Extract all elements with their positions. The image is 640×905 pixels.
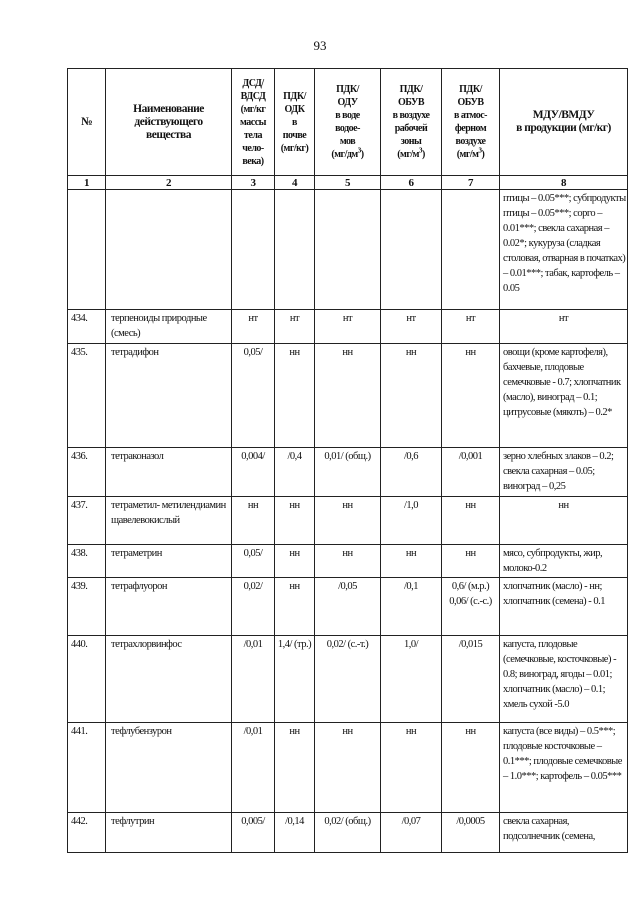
pdk-water-value: 0,02/ (общ.) [315,813,381,853]
header-obuv-work-close: ) [421,149,425,160]
column-number: 3 [232,176,275,190]
dsd-value [232,190,275,310]
pdk-water-value: нт [315,310,381,344]
column-number: 5 [315,176,381,190]
column-number: 2 [106,176,232,190]
header-mdu: МДУ/ВМДУ в продукции (мг/кг) [500,69,628,176]
pdk-water-value: нн [315,344,381,448]
table-row [68,813,628,853]
pdk-soil-value: нн [275,344,315,448]
row-number: 441. [68,723,106,813]
mdu-value: хлопчатник (масло) - нн; хлопчатник (семена) - 0.1 [500,578,628,636]
obuv-work-value: /0,07 [381,813,442,853]
obuv-work-value: нн [381,545,442,578]
row-number [68,190,106,310]
obuv-atm-value: нн [442,497,500,545]
column-number: 4 [275,176,315,190]
header-obuv-atm-close: ) [481,149,485,160]
obuv-atm-value: /0,001 [442,448,500,497]
pdk-water-value [315,190,381,310]
dsd-value: 0,004/ [232,448,275,497]
header-no: № [68,69,106,176]
pdk-water-value: 0,01/ (общ.) [315,448,381,497]
column-number: 7 [442,176,500,190]
obuv-work-value: нн [381,723,442,813]
header-pdk-water-sup: 3 [357,146,361,155]
obuv-atm-value: нн [442,545,500,578]
pdk-water-value: 0,02/ (с.-т.) [315,636,381,723]
obuv-atm-value: нн [442,344,500,448]
header-dsd: ДСД/ ВДСД (мг/кг массы тела чело- века) [232,69,275,176]
obuv-work-value: /1,0 [381,497,442,545]
dsd-value: /0,01 [232,636,275,723]
mdu-value: мясо, субпродукты, жир, молоко-0.2 [500,545,628,578]
obuv-atm-value [442,190,500,310]
table-row [68,578,628,636]
mdu-value: свекла сахарная, подсолнечник (семена, [500,813,628,853]
obuv-work-value: нт [381,310,442,344]
substance-name: тетраметрин [106,545,232,578]
obuv-atm-value: нн [442,723,500,813]
header-obuv-atm-text: ПДК/ ОБУВ в атмос- ферном воздухе (мг/м [453,84,487,160]
dsd-value: /0,01 [232,723,275,813]
substance-name: тефлубензурон [106,723,232,813]
obuv-work-value: нн [381,344,442,448]
dsd-value: нн [232,497,275,545]
column-number: 1 [68,176,106,190]
dsd-value: 0,05/ [232,344,275,448]
header-pdk-water-text: ПДК/ ОДУ в воде водое- мов (мг/дм [331,84,360,160]
substance-table [67,68,628,853]
header-pdk-water [315,69,381,176]
pdk-soil-value: 1,4/ (тр.) [275,636,315,723]
obuv-atm-value: /0,015 [442,636,500,723]
table-row [68,723,628,813]
mdu-value: нн [500,497,628,545]
dsd-value: 0,005/ [232,813,275,853]
substance-name: тетрадифон [106,344,232,448]
obuv-atm-value: нт [442,310,500,344]
pdk-soil-value: нн [275,545,315,578]
page-number: 93 [313,38,327,53]
substance-name [106,190,232,310]
substance-name: тетрафлуорон [106,578,232,636]
substance-name: тефлутрин [106,813,232,853]
substance-name: тетраконазол [106,448,232,497]
row-number: 436. [68,448,106,497]
obuv-atm-value: /0,0005 [442,813,500,853]
column-number: 8 [500,176,628,190]
pdk-soil-value: нт [275,310,315,344]
dsd-value: 0,05/ [232,545,275,578]
obuv-work-value [381,190,442,310]
pdk-water-value: нн [315,723,381,813]
column-numbers-row [68,176,628,190]
substance-name: терпеноиды природные (смесь) [106,310,232,344]
pdk-soil-value: нн [275,497,315,545]
table-row [68,448,628,497]
table-row [68,344,628,448]
substance-name: тетрахлорвинфос [106,636,232,723]
table-row [68,310,628,344]
obuv-work-value: /0,6 [381,448,442,497]
pdk-soil-value: /0,4 [275,448,315,497]
table-row [68,190,628,310]
row-number: 439. [68,578,106,636]
header-obuv-work-text: ПДК/ ОБУВ в воздухе рабочей зоны (мг/м [392,84,430,160]
pdk-water-value: нн [315,545,381,578]
mdu-value: птицы – 0.05***; субпродукты птицы – 0.05***; сорго – 0.01***; свекла сахарная – 0.02*; кукуруза (сладкая столовая, отварная в початках) – 0.01***; табак, картофель – 0.05 [500,190,628,310]
row-number: 434. [68,310,106,344]
header-row [68,69,628,176]
pdk-water-value: нн [315,497,381,545]
obuv-work-value: /0,1 [381,578,442,636]
header-obuv-work-sup: 3 [418,146,422,155]
mdu-value: нт [500,310,628,344]
header-pdk-soil: ПДК/ ОДК в почве (мг/кг) [275,69,315,176]
row-number: 437. [68,497,106,545]
row-number: 435. [68,344,106,448]
header-obuv-atm [442,69,500,176]
table-row [68,497,628,545]
mdu-value: зерно хлебных злаков – 0.2; свекла сахарная – 0.05; виноград – 0,25 [500,448,628,497]
table-row [68,636,628,723]
pdk-soil-value: нн [275,578,315,636]
pdk-water-value: /0,05 [315,578,381,636]
dsd-value: 0,02/ [232,578,275,636]
header-obuv-work [381,69,442,176]
header-name: Наименование действующего вещества [106,69,232,176]
pdk-soil-value: нн [275,723,315,813]
pdk-soil-value: /0,14 [275,813,315,853]
column-number: 6 [381,176,442,190]
row-number: 438. [68,545,106,578]
header-pdk-water-close: ) [360,149,364,160]
table-row [68,545,628,578]
row-number: 440. [68,636,106,723]
mdu-value: капуста (все виды) – 0.5***; плодовые косточковые – 0.1***; плодовые семечковые – 1.0***; картофель – 0.05*** [500,723,628,813]
row-number: 442. [68,813,106,853]
mdu-value: капуста, плодовые (семечковые, косточковые) - 0.8; виноград, ягоды – 0.01; хлопчатник (масло) – 0.1; хмель сухой -5.0 [500,636,628,723]
obuv-atm-value: 0,6/ (м.р.) 0,06/ (с.-с.) [442,578,500,636]
dsd-value: нт [232,310,275,344]
substance-name: тетраметил- метилендиамин щавелевокислый [106,497,232,545]
pdk-soil-value [275,190,315,310]
obuv-work-value: 1,0/ [381,636,442,723]
mdu-value: овощи (кроме картофеля), бахчевые, плодовые семечковые - 0.7; хлопчатник (масло), виноград – 0.1; цитрусовые (мякоть) – 0.2* [500,344,628,448]
header-obuv-atm-sup: 3 [478,146,482,155]
